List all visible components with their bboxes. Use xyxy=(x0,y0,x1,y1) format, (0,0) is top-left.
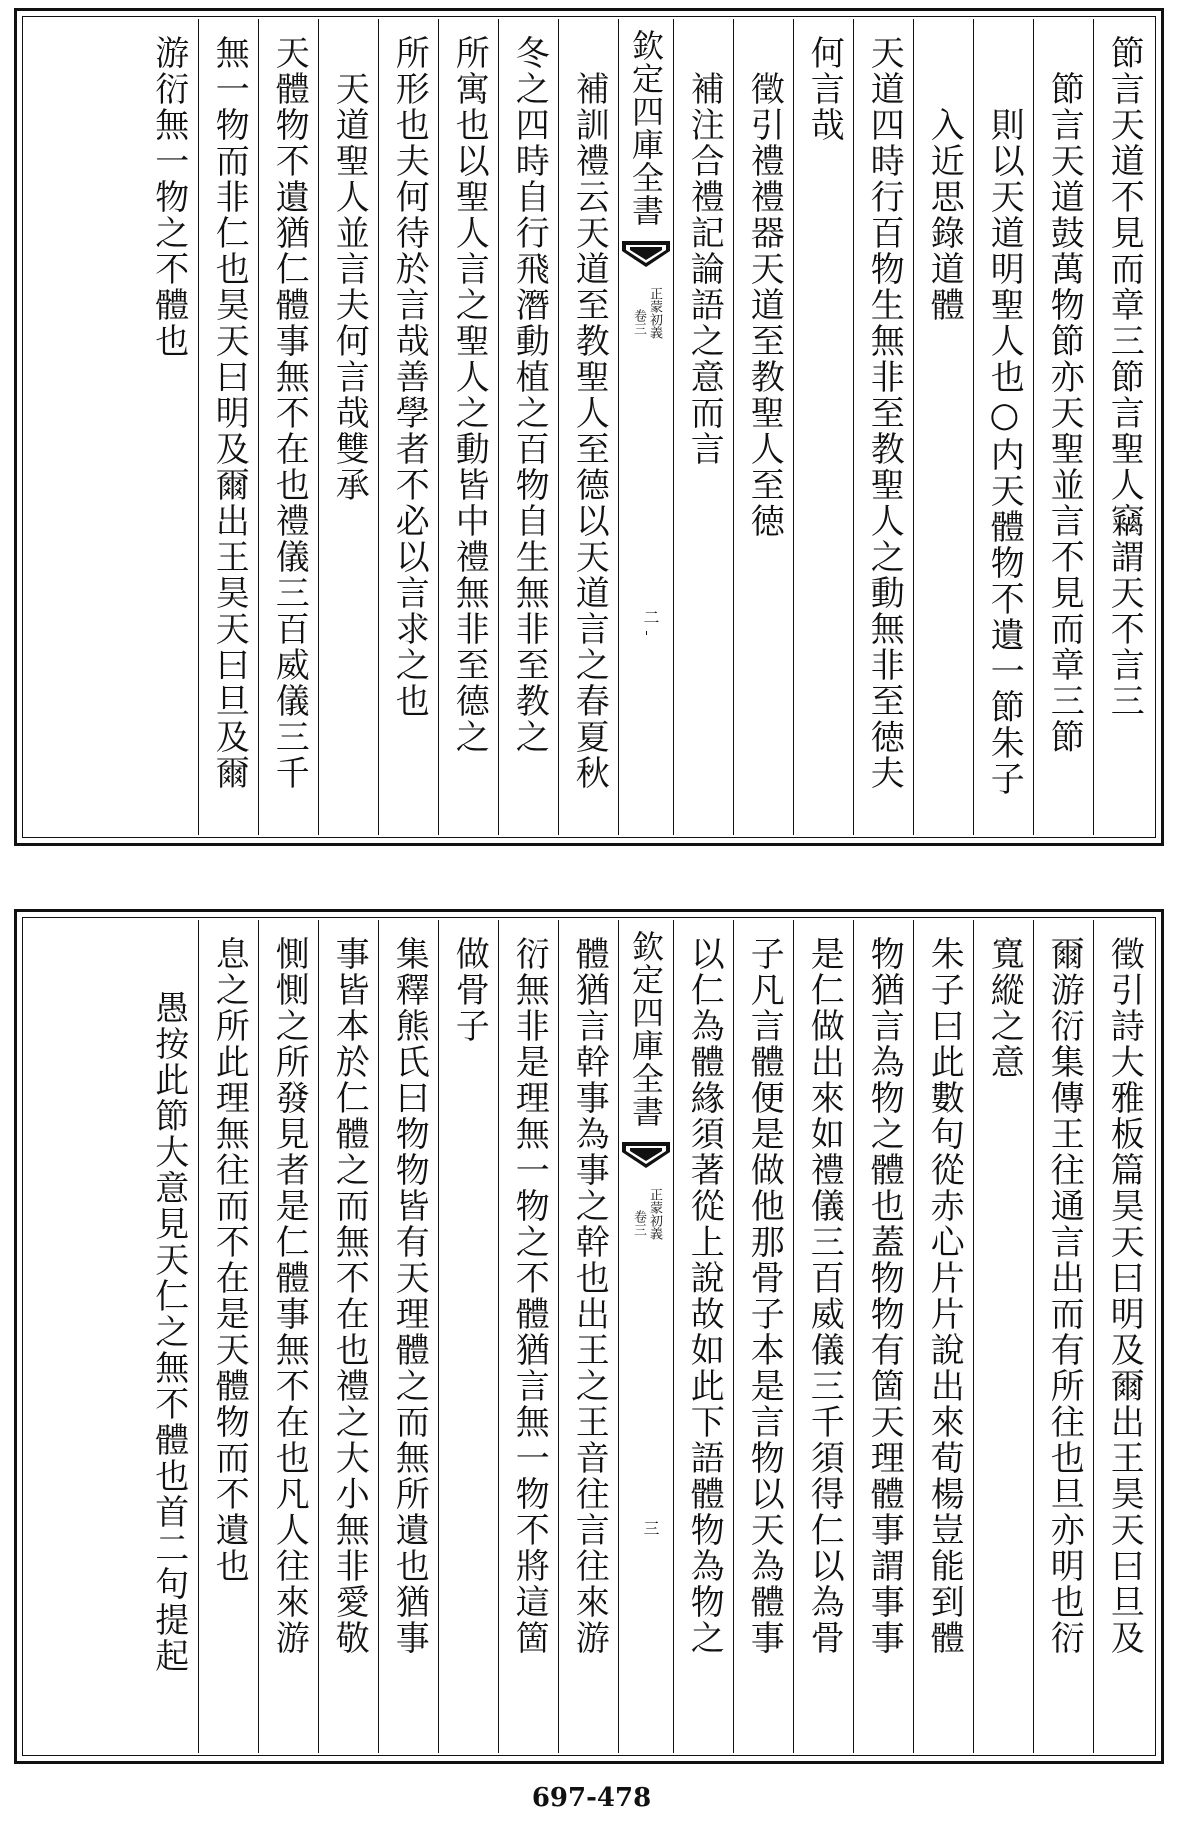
text-column xyxy=(498,920,558,1753)
text-column xyxy=(198,920,258,1753)
text-column xyxy=(258,920,318,1753)
text-column xyxy=(913,19,973,835)
column-text: 徵引禮禮器天道至教聖人至徳 xyxy=(744,71,785,539)
column-text: 入近思錄道體 xyxy=(924,107,965,323)
text-column xyxy=(378,920,438,1753)
column-text: 補注合禮記論語之意而言 xyxy=(684,71,725,467)
column-text: 以仁為體緣須著從上說故如此下語體物為物之 xyxy=(684,936,725,1656)
text-column xyxy=(793,920,853,1753)
text-column xyxy=(733,19,793,835)
text-column xyxy=(198,19,258,835)
column-text: 冬之四時自行飛潛動植之百物自生無非至教之 xyxy=(509,35,550,755)
folio-number: 二 xyxy=(641,609,660,625)
book-series-title: 欽定四庫全書 xyxy=(627,29,665,227)
text-column xyxy=(378,19,438,835)
center-rule xyxy=(646,631,647,635)
book-series-title: 欽定四庫全書 xyxy=(627,930,665,1128)
column-text: 何言哉 xyxy=(804,35,845,143)
text-column xyxy=(558,19,618,835)
column-text: 集釋熊氏曰物物皆有天理體之而無所遺也猶事 xyxy=(389,936,430,1656)
volume-label: 卷三 xyxy=(631,309,646,335)
column-text: 息之所此理無往而不在是天體物而不遺也 xyxy=(209,936,250,1584)
text-column xyxy=(1093,19,1153,835)
text-column xyxy=(673,920,733,1753)
column-text: 物猶言為物之體也蓋物物有箇天理體事謂事事 xyxy=(864,936,905,1656)
center-fold-column xyxy=(618,920,673,1753)
column-text: 所寓也以聖人言之聖人之動皆中禮無非至德之 xyxy=(449,35,490,755)
text-column xyxy=(1033,19,1093,835)
column-text: 補訓禮云天道至教聖人至德以天道言之春夏秋 xyxy=(569,71,610,791)
column-text: 寬縱之意 xyxy=(984,936,1025,1080)
column-text: 無一物而非仁也昊天曰明及爾出王昊天曰旦及爾 xyxy=(209,35,250,791)
text-column xyxy=(318,19,378,835)
text-column xyxy=(913,920,973,1753)
folio-number: 三 xyxy=(641,1520,660,1536)
column-text: 體猶言幹事為事之幹也出王之王音往言往來游 xyxy=(569,936,610,1656)
fish-tail-mark-icon xyxy=(622,241,670,273)
center-fold-column xyxy=(618,19,673,835)
text-column xyxy=(973,920,1033,1753)
text-column xyxy=(438,920,498,1753)
text-column xyxy=(318,920,378,1753)
column-text: 是仁做出來如禮儀三百威儀三千須得仁以為骨 xyxy=(804,936,845,1656)
book-name: 正蒙初義 xyxy=(647,1188,662,1240)
column-text: 衍無非是理無一物之不體猶言無一物不將這箇 xyxy=(509,936,550,1656)
column-text: 天道四時行百物生無非至教聖人之動無非至徳夫 xyxy=(864,35,905,791)
page-identifier: 697-478 xyxy=(531,1783,652,1813)
text-column xyxy=(733,920,793,1753)
column-text: 徵引詩大雅板篇昊天曰明及爾出王昊天曰旦及 xyxy=(1104,936,1145,1656)
column-text: 天道聖人並言夫何言哉雙承 xyxy=(329,71,370,503)
column-text: 做骨子 xyxy=(449,936,490,1044)
volume-label: 卷三 xyxy=(631,1210,646,1236)
column-text: 節言天道鼓萬物節亦天聖並言不見而章三節 xyxy=(1044,71,1085,755)
column-text: 事皆本於仁體之而無不在也禮之大小無非愛敬 xyxy=(329,936,370,1656)
lower-page-columns xyxy=(25,920,1153,1753)
column-text: 惻惻之所發見者是仁體事無不在也凡人往來游 xyxy=(269,936,310,1656)
upper-page-columns xyxy=(25,19,1153,835)
column-text: 天體物不遺猶仁體事無不在也禮儀三百威儀三千 xyxy=(269,35,310,791)
lower-book-page xyxy=(14,909,1164,1764)
column-text: 游衍無一物之不體也 xyxy=(148,35,189,359)
text-column xyxy=(558,920,618,1753)
text-column xyxy=(853,19,913,835)
text-column xyxy=(438,19,498,835)
text-column xyxy=(1093,920,1153,1753)
column-text: 朱子曰此數句從赤心片片說出來荀楊豈能到體 xyxy=(924,936,965,1656)
upper-book-page xyxy=(14,8,1164,846)
column-text: 愚按此節大意見天仁之無不體也首二句提起 xyxy=(148,990,189,1674)
column-text: 爾游衍集傳王往通言出而有所往也旦亦明也衍 xyxy=(1044,936,1085,1656)
text-column xyxy=(138,19,198,835)
text-column xyxy=(138,920,198,1753)
text-column xyxy=(498,19,558,835)
text-column xyxy=(973,19,1033,835)
column-text: 則以天道明聖人也○内天體物不遺一節朱子 xyxy=(984,107,1025,797)
column-text: 所形也夫何待於言哉善學者不必以言求之也 xyxy=(389,35,430,719)
column-text: 子凡言體便是做他那骨子本是言物以天為體事 xyxy=(744,936,785,1656)
text-column xyxy=(853,920,913,1753)
book-name: 正蒙初義 xyxy=(647,287,662,339)
text-column xyxy=(258,19,318,835)
text-column xyxy=(793,19,853,835)
column-text: 節言天道不見而章三節言聖人竊謂天不言三 xyxy=(1104,35,1145,719)
text-column xyxy=(1033,920,1093,1753)
text-column xyxy=(673,19,733,835)
fish-tail-mark-icon xyxy=(622,1142,670,1174)
